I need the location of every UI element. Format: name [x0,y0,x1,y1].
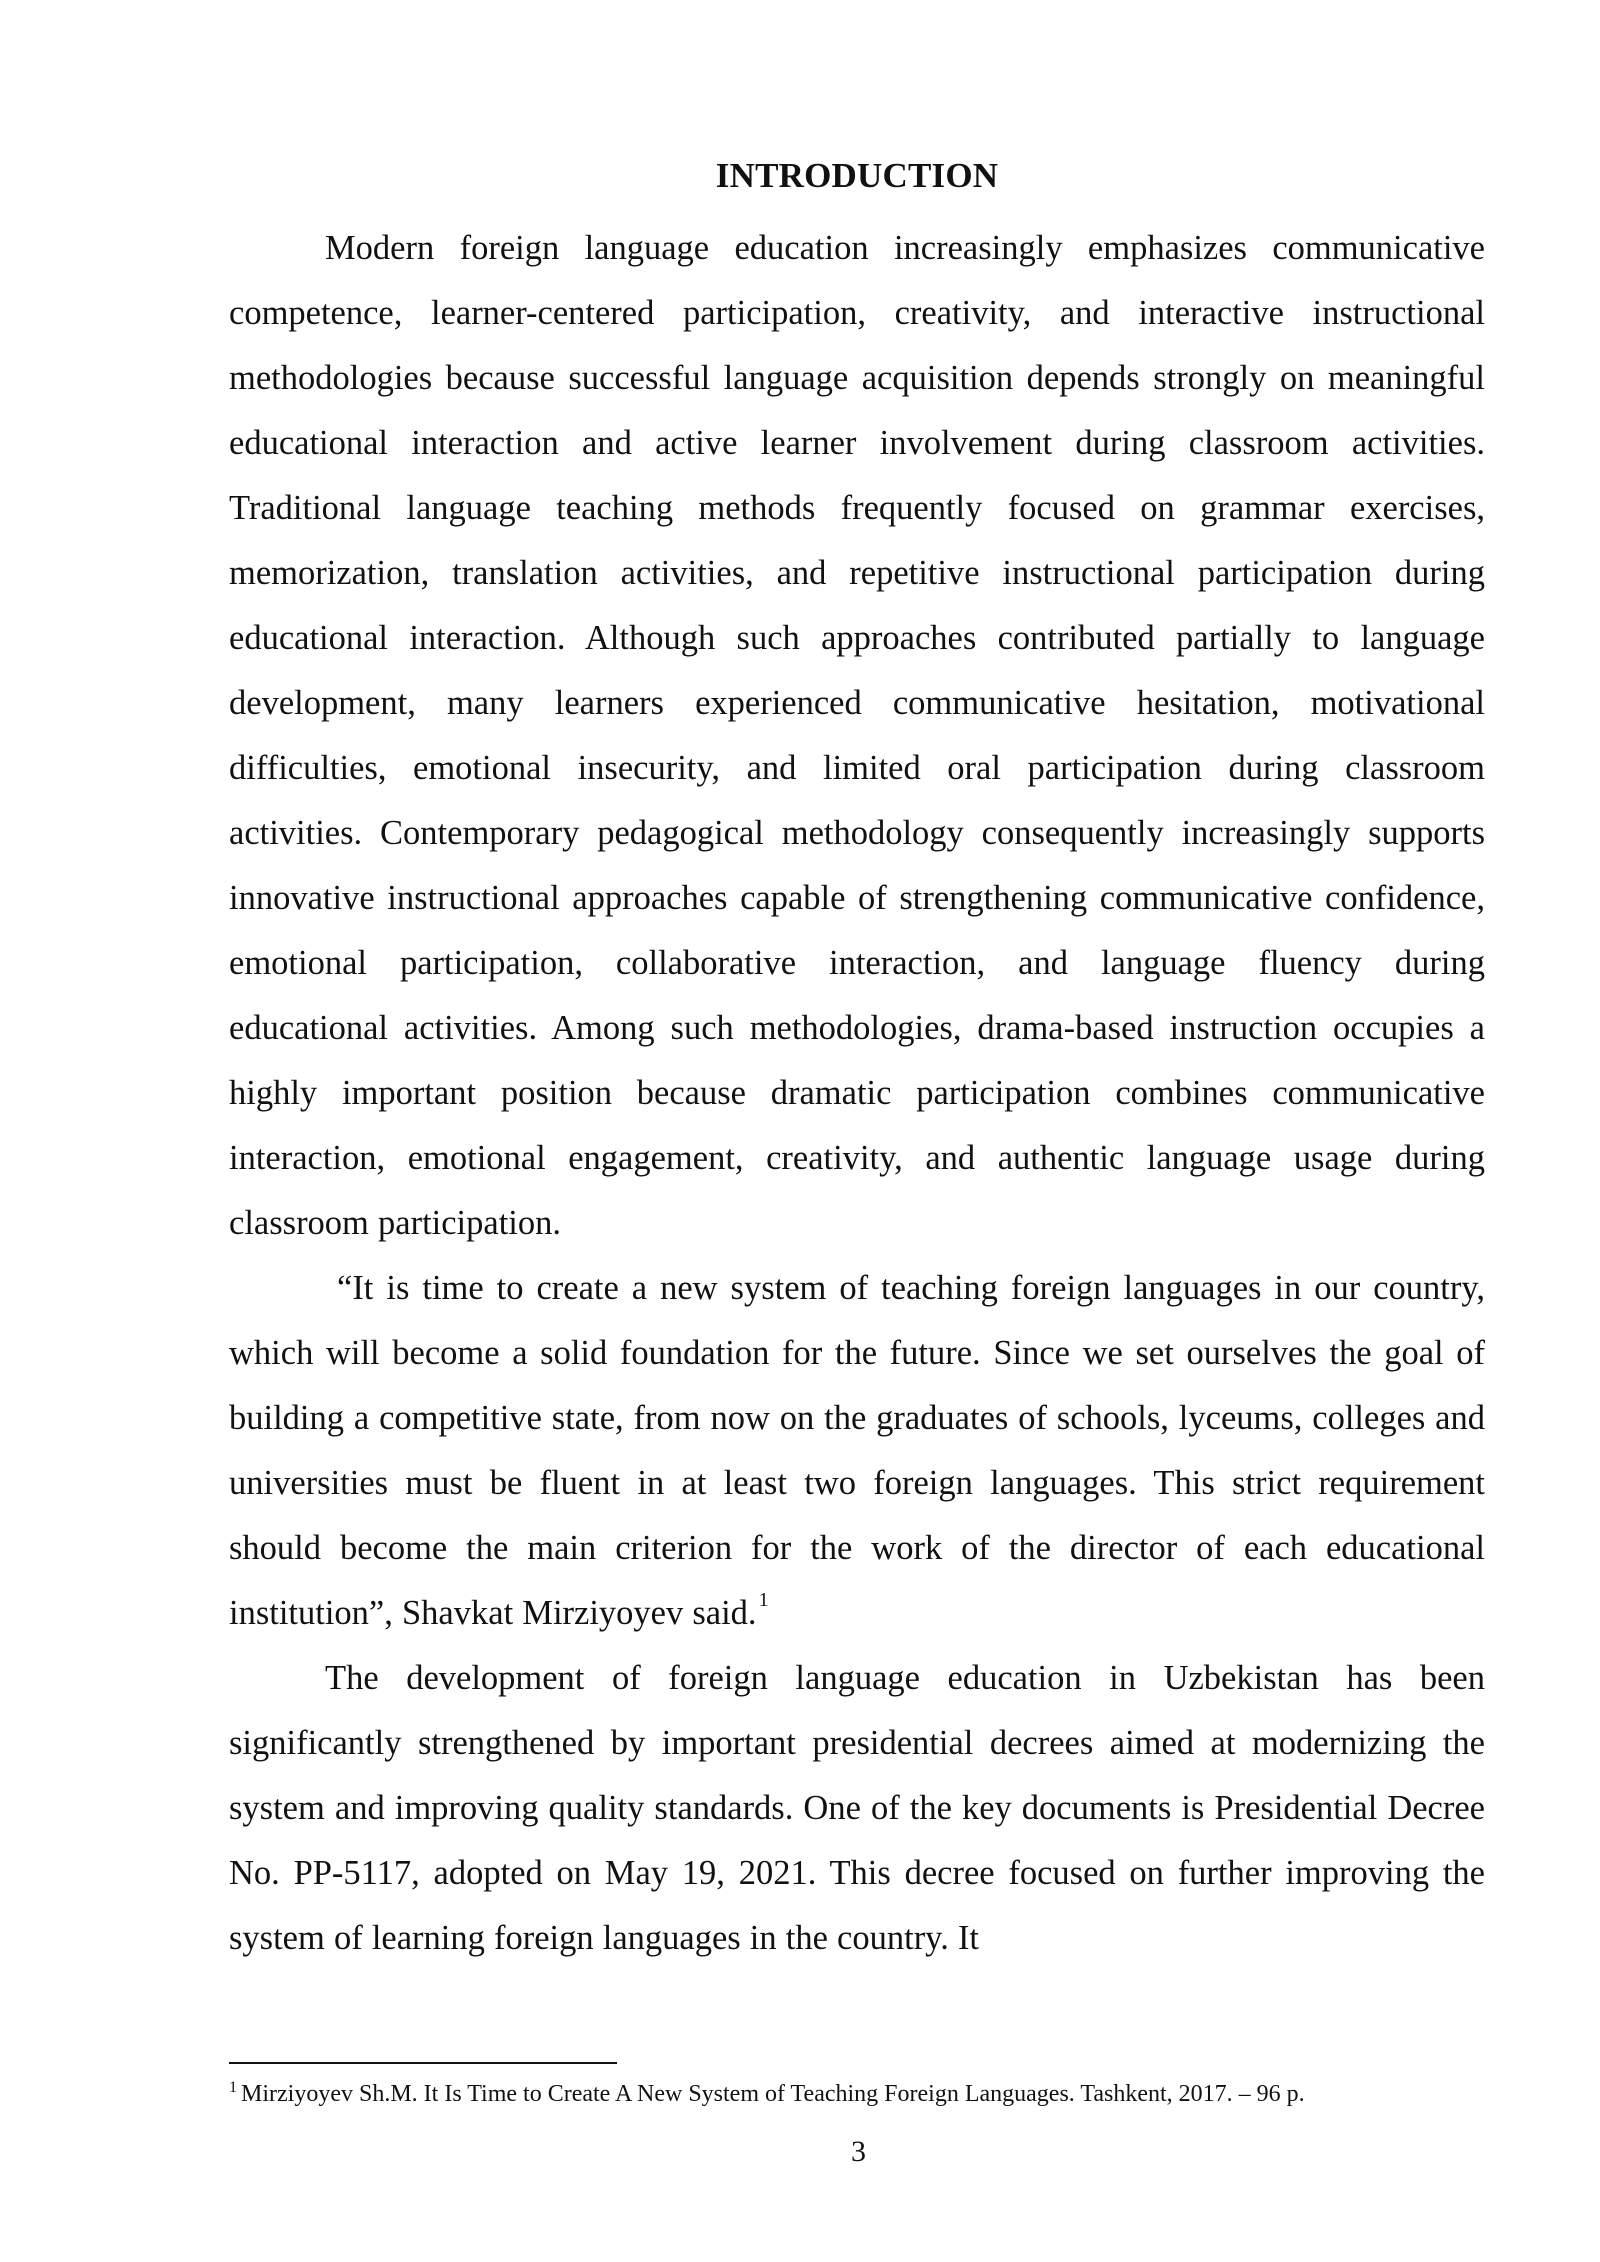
paragraph-intro: Modern foreign language education increasingly emphasizes communicative competence, learner-centered participation, creativity, and interactive instructional methodologies because successful language acquisition depends strongly on meaningful educational interaction and active learner involvement during classroom activities. Traditional language teaching methods frequently focused on grammar exercises, memorization, translation activities, and repetitive instructional participation during educational interaction. Although such approaches contributed partially to language development, many learners experienced communicative hesitation, motivational difficulties, emotional insecurity, and limited oral participation during classroom activities. Contemporary pedagogical methodology consequently increasingly supports innovative instructional approaches capable of strengthening communicative confidence, emotional participation, collaborative interaction, and language fluency during educational activities. Among such methodologies, drama-based instruction occupies a highly important position because dramatic participation combines communicative interaction, emotional engagement, creativity, and authentic language usage during classroom participation. [229,229,1485,1242]
page-number: 3 [851,2135,866,2168]
section-heading: INTRODUCTION [715,156,999,195]
footnote [229,2076,1485,2112]
footnote-text: Mirziyoyev Sh.M. It Is Time to Create A New System of Teaching Foreign Languages. Tashkent, 2017. – 96 p. [241,2081,1305,2107]
page-body [229,150,1485,1971]
footnote-separator [229,2062,617,2064]
footnote-reference[interactable]: 1 [758,1588,769,1611]
footnote-marker: 1 [229,2079,237,2096]
paragraph-decrees: The development of foreign language education in Uzbekistan has been significantly strengthened by important presidential decrees aimed at modernizing the system and improving quality standards. One of the key documents is Presidential Decree No. PP-5117, adopted on May 19, 2021. This decree focused on further improving the system of learning foreign languages in the country. It [229,1659,1485,1957]
paragraph-quote [229,1256,1485,1646]
quote-text: “It is time to create a new system of teaching foreign languages in our country, which will become a solid foundation for the future. Since we set ourselves the goal of building a competitive state, from now on the graduates of schools, lyceums, colleges and universities must be fluent in at least two foreign languages. This strict requirement should become the main criterion for the work of the director of each educational institution”, Shavkat Mirziyoyev said. [229,1269,1485,1632]
